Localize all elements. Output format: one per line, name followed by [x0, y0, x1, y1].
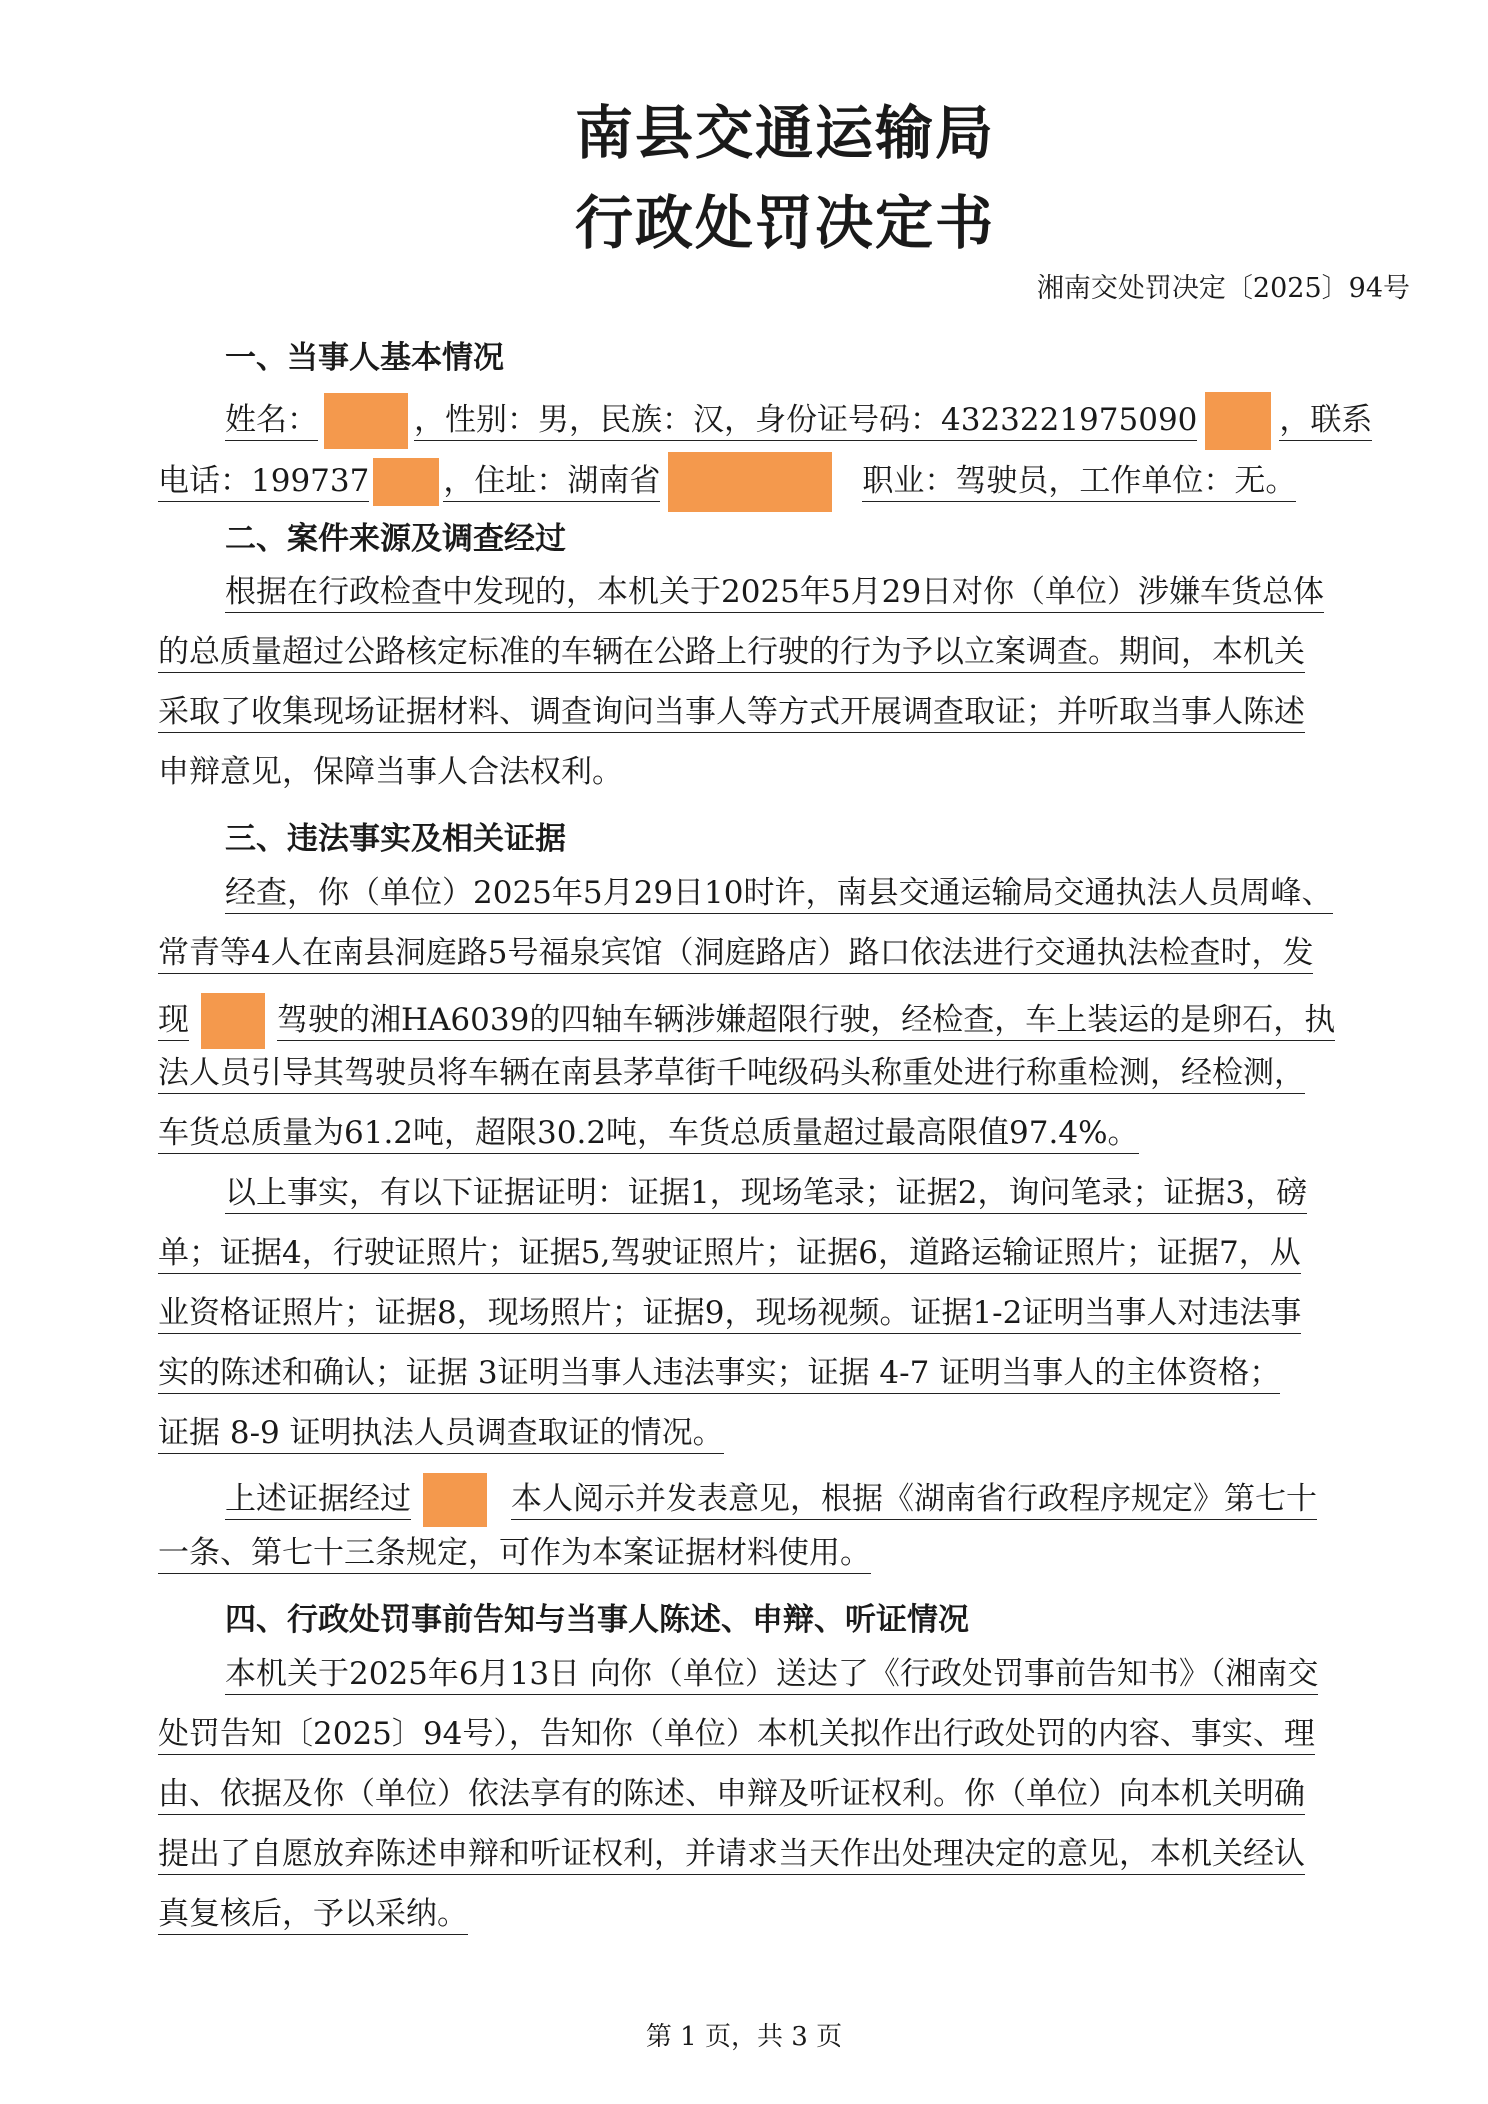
document-number: 湘南交处罚决定〔2025〕94号 [1036, 273, 1410, 304]
page-number: 第 1 页，共 3 页 [645, 2022, 843, 2052]
party-info-line-1 [225, 392, 1372, 450]
redacted-driver [201, 993, 265, 1049]
party-details: ，性别：男，民族：汉，身份证号码：4323221975090 [414, 402, 1197, 441]
section-3-heading: 三、违法事实及相关证据 [225, 821, 566, 857]
section-2-line-1: 根据在行政检查中发现的，本机关于2025年5月29日对你（单位）涉嫌车货总体 [225, 572, 1324, 612]
section-4-heading: 四、行政处罚事前告知与当事人陈述、申辩、听证情况 [225, 1602, 969, 1638]
section-2-line-4: 申辩意见，保障当事人合法权利。 [158, 754, 623, 790]
section-2-line-2: 的总质量超过公路核定标准的车辆在公路上行驶的行为予以立案调查。期间，本机关 [158, 632, 1305, 672]
section-2-heading: 二、案件来源及调查经过 [225, 521, 566, 557]
evidence-review-line-2: 一条、第七十三条规定，可作为本案证据材料使用。 [158, 1533, 871, 1573]
contact-label: ，联系 [1279, 402, 1372, 441]
redacted-id [1205, 392, 1271, 450]
evidence-line-4: 实的陈述和确认；证据 3证明当事人违法事实；证据 4-7 证明当事人的主体资格； [158, 1353, 1280, 1393]
document-title: 行政处罚决定书 [574, 189, 995, 257]
address-label: ，住址：湖南省 [443, 463, 660, 502]
redacted-phone [373, 458, 439, 506]
occupation-text: 职业：驾驶员，工作单位：无。 [862, 463, 1296, 502]
notice-line-4: 提出了自愿放弃陈述申辩和听证权利，并请求当天作出处理决定的意见，本机关经认 [158, 1834, 1305, 1874]
facts-line-1: 经查，你（单位）2025年5月29日10时许，南县交通运输局交通执法人员周峰、 [225, 873, 1333, 913]
party-info-line-2 [158, 452, 1296, 512]
evidence-review-line-1: 上述证据经过 本人阅示并发表意见，根据《湖南省行政程序规定》第七十 [225, 1473, 1317, 1527]
evidence-line-5: 证据 8-9 证明执法人员调查取证的情况。 [158, 1413, 724, 1453]
redacted-address [668, 452, 832, 512]
name-label: 姓名： [225, 402, 318, 441]
notice-line-2: 处罚告知〔2025〕94号），告知你（单位）本机关拟作出行政处罚的内容、事实、理 [158, 1714, 1315, 1754]
notice-line-5: 真复核后，予以采纳。 [158, 1894, 468, 1934]
redacted-name [324, 393, 408, 449]
facts-line-2: 常青等4人在南县洞庭路5号福泉宾馆（洞庭路店）路口依法进行交通执法检查时，发 [158, 933, 1313, 973]
agency-title: 南县交通运输局 [574, 99, 995, 167]
redacted-party [423, 1473, 487, 1527]
evidence-line-3: 业资格证照片；证据8，现场照片；证据9，现场视频。证据1-2证明当事人对违法事 [158, 1293, 1301, 1333]
section-2-line-3: 采取了收集现场证据材料、调查询问当事人等方式开展调查取证；并听取当事人陈述 [158, 692, 1305, 732]
phone-label: 电话：199737 [158, 463, 369, 502]
facts-line-5: 车货总质量为61.2吨，超限30.2吨，车货总质量超过最高限值97.4%。 [158, 1113, 1139, 1153]
evidence-line-2: 单；证据4，行驶证照片；证据5,驾驶证照片；证据6，道路运输证照片；证据7，从 [158, 1233, 1301, 1273]
facts-line-4: 法人员引导其驾驶员将车辆在南县茅草街千吨级码头称重处进行称重检测，经检测， [158, 1053, 1305, 1093]
notice-line-1: 本机关于2025年6月13日 向你（单位）送达了《行政处罚事前告知书》（湘南交 [225, 1654, 1318, 1694]
section-1-heading: 一、当事人基本情况 [225, 340, 504, 376]
facts-line-3: 现 驾驶的湘HA6039的四轴车辆涉嫌超限行驶，经检查，车上装运的是卵石，执 [158, 993, 1335, 1049]
notice-line-3: 由、依据及你（单位）依法享有的陈述、申辩及听证权利。你（单位）向本机关明确 [158, 1774, 1305, 1814]
evidence-line-1: 以上事实，有以下证据证明：证据1，现场笔录；证据2，询问笔录；证据3，磅 [225, 1173, 1307, 1213]
